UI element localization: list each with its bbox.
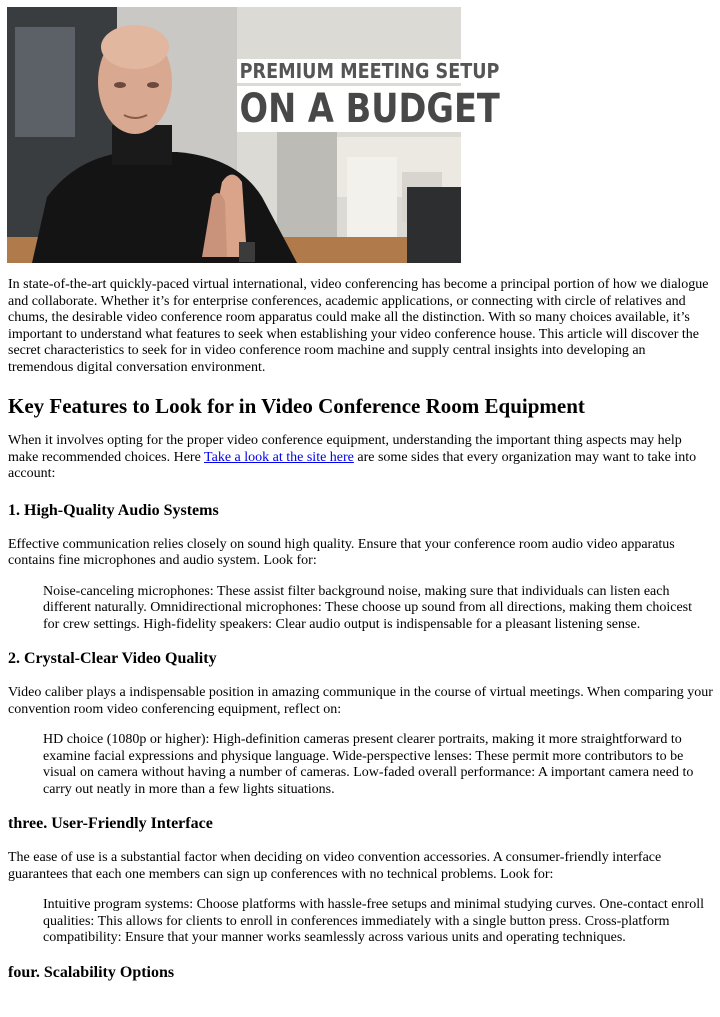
hero-photo <box>7 7 461 263</box>
section-paragraph: The ease of use is a substantial factor when deciding on video convention accessories. A consumer-friendly interface guarantees that each one members can sign up conferences with no technical problems. Look for: <box>8 850 662 882</box>
section-paragraph: Effective communication relies closely on sound high quality. Ensure that your conference room audio video apparatus contains fine microphones and audio system. Look for: <box>8 536 675 568</box>
site-link[interactable]: Take a look at the site here <box>204 449 354 465</box>
section-heading: four. Scalability Options <box>8 963 175 981</box>
hero-title-line1: PREMIUM MEETING SETUP <box>237 59 502 83</box>
hero-title <box>237 59 553 132</box>
when-text-after: are some sides that every organization may want to take into account: <box>8 449 697 481</box>
section-heading: 1. High-Quality Audio Systems <box>8 501 219 519</box>
section-heading: 2. Crystal-Clear Video Quality <box>8 650 217 667</box>
section-quote: HD choice (1080p or higher): High-definition cameras present clearer portraits, making it more straightforward to examine facial expressions and physique language. Wide-perspective lenses: These permit more contributors to be visual on camera without having a number of cameras. Low-faded overall performance: A important camera need to carry out neatly in more than a few lights situations. <box>43 732 694 797</box>
section-paragraph: Video caliber plays a indispensable position in amazing communique in the course of virtual meetings. When comparing your convention room video conferencing equipment, reflect on: <box>8 685 713 717</box>
when-paragraph <box>8 433 714 483</box>
section-heading: three. User-Friendly Interface <box>8 815 213 832</box>
section-quote: Noise-canceling microphones: These assist filter background noise, making sure that individuals can listen each different naturally. Omnidirectional microphones: These choose up sound from all directions, making them choicest for crew settings. High-fidelity speakers: Clear audio output is indispensable for a pleasant listening sense. <box>43 583 693 632</box>
hero-title-line2: ON A BUDGET <box>237 86 502 132</box>
section-quote: Intuitive program systems: Choose platforms with hassle-free setups and minimal studying curves. One-contact enroll qualities: This allows for clients to enroll in conferences immediately with a single button press. Cross-platform compatibility: Ensure that your manner works seamlessly across various units and operating techniques. <box>43 897 704 945</box>
when-text-before: When it involves opting for the proper video conference equipment, understanding the important thing aspects may help make recommended choices. Here <box>8 433 682 465</box>
article-body <box>8 275 714 983</box>
intro-paragraph: In state-of-the-art quickly-paced virtual international, video conferencing has become a principal portion of how we dialogue and collaborate. Whether it’s for enterprise conferences, academic applications, or connecting with circle of relatives and chums, the desirable video conference room apparatus could make all the distinction. With so many choices available, it’s important to understand what features to seek when establishing your video conference house. This article will discover the secret characteristics to seek for in video conference room machine and supply central insights into developing an tremendous digital conversation environment. <box>8 277 709 375</box>
article-heading: Key Features to Look for in Video Conference Room Equipment <box>8 394 585 418</box>
hero-image <box>7 7 500 263</box>
